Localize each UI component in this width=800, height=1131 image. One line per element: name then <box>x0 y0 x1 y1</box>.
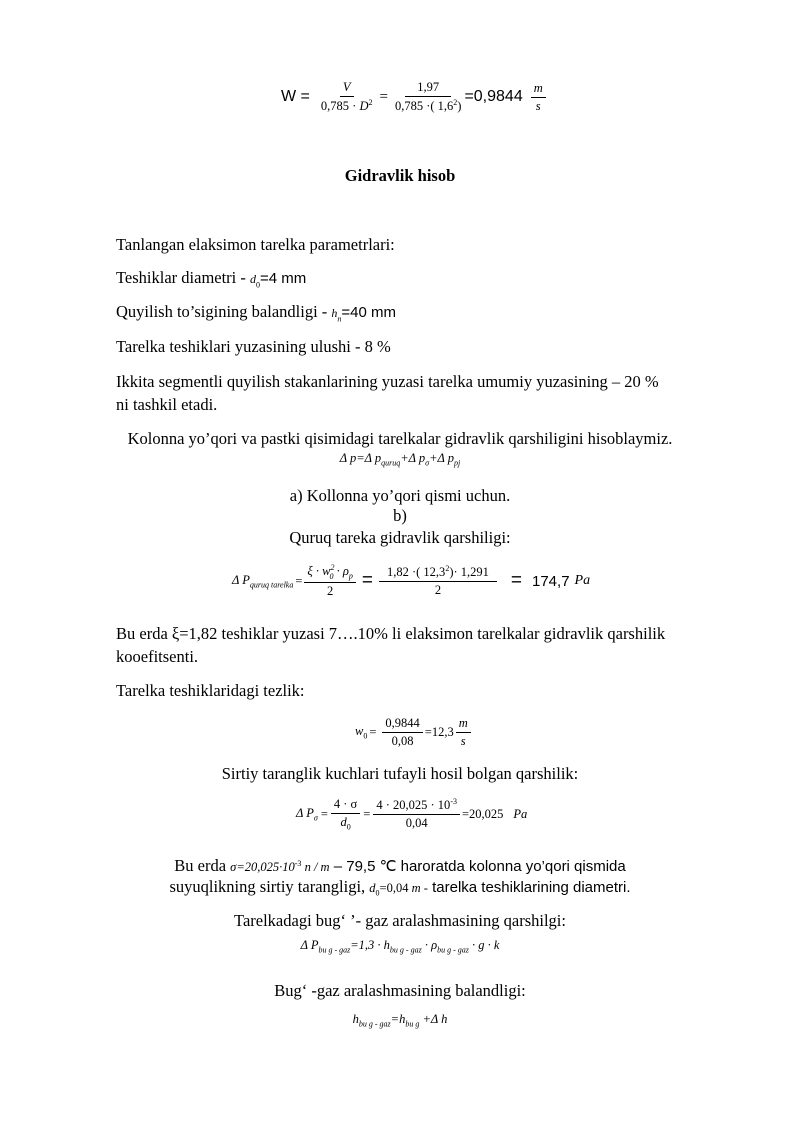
formula-part: =h <box>390 1012 406 1026</box>
sigma-note-line2 <box>0 876 800 905</box>
dry-lhs <box>232 573 293 590</box>
equals-sign: = <box>361 570 373 591</box>
formula-part: +Δ p <box>429 451 455 465</box>
note-text: Bu erda <box>174 856 231 876</box>
unit-denominator: s <box>535 98 541 113</box>
speed-result: =12,3 <box>424 724 454 739</box>
exponent: -3 <box>294 859 302 868</box>
fraction-denominator: 0,08 <box>391 733 414 748</box>
formula-subscript: bu g - gaz <box>318 945 351 955</box>
dry-fraction-symbolic <box>304 563 355 599</box>
exponent: 2 <box>330 563 335 573</box>
fraction-denominator: 2 <box>327 583 334 598</box>
bubble-resistance-formula <box>0 938 800 955</box>
dry-resistance-formula <box>232 558 590 604</box>
fraction-denominator: 2 <box>434 583 442 598</box>
exponent: 2 <box>368 97 373 107</box>
velocity-fraction-symbolic: $\frac{V}{0,785 \cdot D^2}$ <box>320 79 373 114</box>
sigma-value: σ=20,025·10 <box>230 860 295 875</box>
param-symbol: d <box>250 272 257 286</box>
xi-note-line1: Bu erda ξ=1,82 teshiklar yuzasi 7….10% li elaksimon tarelkalar gidravlik qarshilik <box>116 624 666 643</box>
equals-sign: = <box>363 806 371 821</box>
surface-fraction-numeric <box>373 797 460 831</box>
fraction-denominator-coef: 0,785 <box>320 99 350 114</box>
exponent: 2 <box>445 563 450 573</box>
formula-part: w <box>355 723 364 738</box>
equals-sign: = <box>320 806 328 821</box>
param-symbol: h <box>331 306 338 320</box>
section-title: Gidravlik hisob <box>344 166 456 185</box>
param-subscript: 0 <box>256 280 261 290</box>
diameter-symbol: d <box>369 881 376 895</box>
params-intro: Tanlangan elaksimon tarelka parametrlari: <box>116 235 395 254</box>
formula-part: +Δ p <box>400 451 426 465</box>
surface-lhs <box>296 806 318 823</box>
item-b: b) <box>393 506 407 525</box>
surface-fraction-symbolic <box>331 797 360 832</box>
note-text: tarelka teshiklarining diametri. <box>427 879 631 896</box>
formula-subscript: quruq tarelka <box>249 580 294 590</box>
dry-resistance-title: Quruq tareka gidravlik qarshiligi: <box>289 528 511 547</box>
bubble-resistance-title: Tarelkadagi bug‘ ’- gaz aralashmasining qarshilgi: <box>234 911 566 930</box>
fraction-denominator-value: 1,6 <box>437 99 454 114</box>
formula-subscript: bu g <box>405 1019 420 1029</box>
fraction-denominator-var: D <box>359 99 369 114</box>
formula-subscript: 0 <box>329 571 334 581</box>
formula-part: +Δ h <box>419 1012 448 1026</box>
formula-part: ξ · w <box>307 564 331 579</box>
formula-part: h <box>352 1012 359 1026</box>
resistance-intro: Kolonna yo’qori va pastki qisimidagi tarelkalar gidravlik qarshiligini hisoblaymiz. <box>127 429 673 448</box>
equals-sign: = <box>295 573 303 588</box>
surface-unit: Pa <box>513 806 528 821</box>
formula-subscript: bu g - gaz <box>358 1019 391 1029</box>
formula-subscript: bu g - gaz <box>437 945 469 955</box>
diameter-unit: m - <box>411 881 428 895</box>
dry-unit: Pa <box>574 573 591 588</box>
speed-formula <box>355 712 471 752</box>
unit-denominator: s <box>460 733 466 748</box>
formula-part: Δ p=Δ p <box>339 451 382 465</box>
speed-lhs <box>355 724 367 741</box>
formula-part: 1,82 ·( 12,3 <box>386 565 446 580</box>
surface-result: =20,025 <box>461 806 504 821</box>
speed-title: Tarelka teshiklaridagi tezlik: <box>116 681 305 700</box>
height-formula <box>0 1012 800 1029</box>
formula-subscript: σ <box>313 813 318 823</box>
formula-subscript: σ <box>425 458 430 468</box>
dry-fraction-numeric <box>379 564 497 598</box>
total-resistance-formula <box>0 451 800 468</box>
unit-numerator: m <box>456 716 471 733</box>
formula-part: )· 1,291 <box>449 565 489 580</box>
formula-part: · g · k <box>471 938 500 952</box>
formula-part: Δ P <box>232 572 250 587</box>
note-text: – 79,5 ℃ haroratda kolonna yo’qori qismida <box>329 858 626 876</box>
velocity-lhs: W = <box>281 88 310 105</box>
param-weir-height <box>116 301 396 330</box>
sigma-unit: n / m <box>304 860 330 875</box>
unit-numerator: m <box>531 81 546 98</box>
fraction-numerator: 0,9844 <box>382 716 422 733</box>
velocity-fraction-numeric: $\frac{1,97}{0,785 \cdot( 1,6^2)}$ <box>394 79 462 114</box>
fraction-numerator: 1,97 <box>405 80 451 97</box>
param-segment-line2: ni tashkil etadi. <box>116 395 218 414</box>
xi-note-line2: kooefitsenti. <box>116 647 199 666</box>
formula-subscript: bu g - gaz <box>389 945 422 955</box>
height-title: Bug‘ -gaz aralashmasining balandligi: <box>274 981 526 1000</box>
formula-subscript: 0 <box>346 822 351 832</box>
speed-fraction <box>382 716 422 749</box>
equals-sign: = <box>379 88 388 105</box>
param-label: Quyilish to’sigining balandligi - <box>116 302 332 321</box>
formula-part: Δ P <box>296 805 314 820</box>
fraction-denominator: 0,04 <box>405 816 428 831</box>
fraction-denominator-coef: 0,785 <box>394 99 424 114</box>
note-text: suyuqlikning sirtiy tarangligi, <box>169 877 370 896</box>
param-value: =40 mm <box>341 304 397 321</box>
param-label: Teshiklar diametri - <box>116 268 251 287</box>
formula-part: Δ P <box>300 938 319 952</box>
dry-result: 174,7 <box>532 572 570 590</box>
formula-part: =1,3 · h <box>350 938 390 952</box>
param-segment-line1: Ikkita segmentli quyilish stakanlarining yuzasi tarelka umumiy yuzasining – 20 % <box>116 372 659 391</box>
fraction-numerator: V <box>340 80 354 97</box>
equals-sign: = <box>369 724 377 739</box>
surface-tension-title: Sirtiy taranglik kuchlari tufayli hosil bolgan qarshilik: <box>221 764 579 783</box>
equals-sign: = <box>510 570 522 591</box>
formula-subscript: quruq <box>381 458 401 468</box>
param-value: =4 mm <box>260 270 307 287</box>
speed-unit <box>456 716 471 749</box>
formula-subscript: 0 <box>375 888 380 898</box>
velocity-result: =0,9844 <box>464 88 523 105</box>
formula-subscript: 0 <box>363 731 368 741</box>
diameter-value: =0,04 <box>379 881 409 895</box>
exponent: -3 <box>450 796 457 806</box>
velocity-formula <box>281 74 546 120</box>
formula-subscript: pj <box>454 458 461 468</box>
fraction-numerator: 4 · 20,025 · 10 <box>376 798 451 813</box>
item-a: a) Kollonna yo’qori qismi uchun. <box>289 486 511 505</box>
velocity-unit <box>531 81 546 114</box>
formula-part: · ρ <box>336 564 349 579</box>
sigma-note-line1 <box>0 853 800 878</box>
exponent: 2 <box>453 97 458 107</box>
param-hole-diameter <box>116 267 306 296</box>
param-hole-fraction: Tarelka teshiklari yuzasining ulushi - 8 % <box>116 337 391 356</box>
fraction-denominator: d <box>340 814 347 829</box>
formula-part: · ρ <box>424 938 438 952</box>
surface-tension-formula <box>296 793 527 835</box>
param-subscript: n <box>337 314 342 324</box>
fraction-numerator: 4 · σ <box>333 796 358 811</box>
formula-subscript: p <box>348 571 353 581</box>
